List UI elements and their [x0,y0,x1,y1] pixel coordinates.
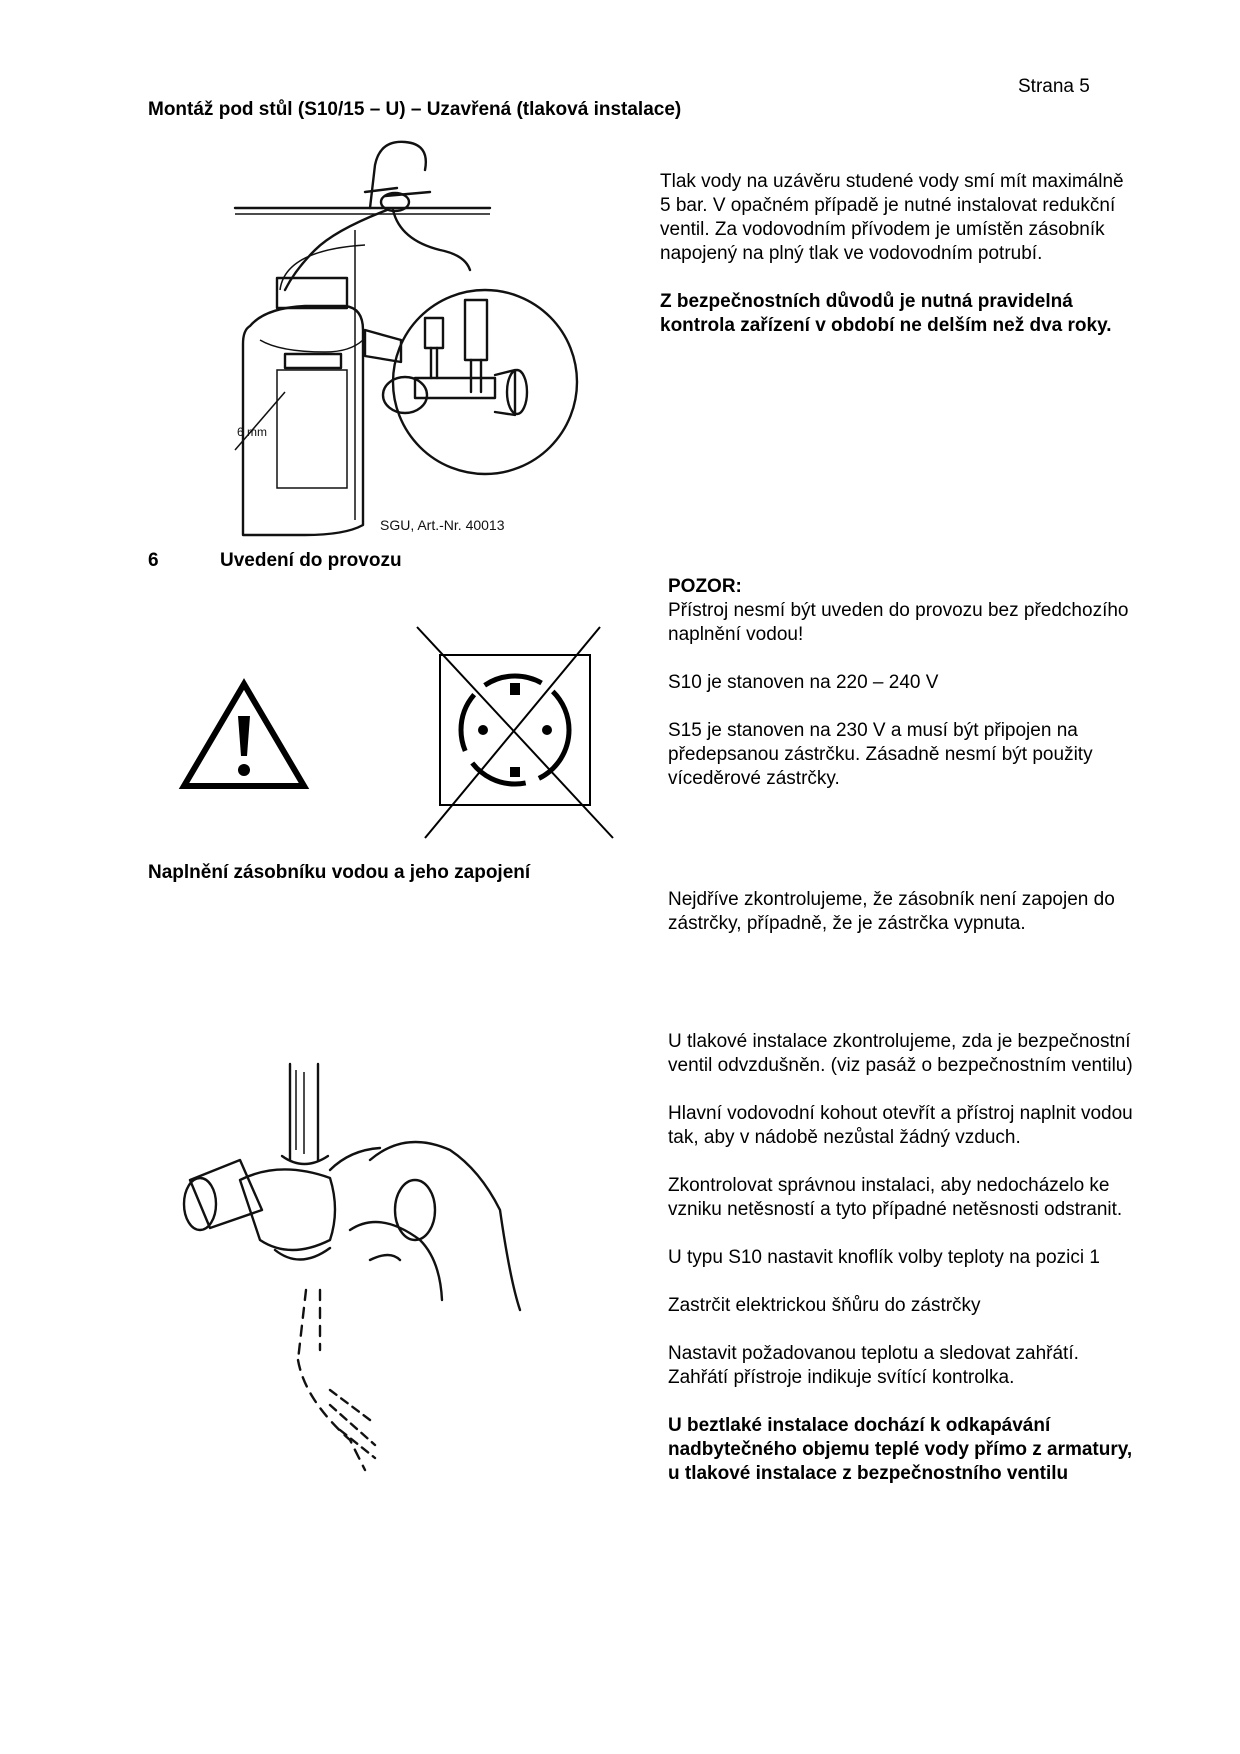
filling-intro: Nejdříve zkontrolujeme, že zásobník není zapojen do zástrčky, případně, že je zástrčka vypnuta. [668,889,1115,934]
section-title-operation: Uvedení do provozu [220,550,402,571]
warning-line: Přístroj nesmí být uveden do provozu bez předchozího naplnění vodou! [668,600,1129,645]
installation-drawing [225,130,585,540]
filling-final-note: U beztlaké instalace dochází k odkapávání nadbytečného objemu teplé vody přímo z armatury, u tlakové instalace z bezpečnostního ventilu [668,1415,1133,1484]
warning-triangle-icon [180,680,308,790]
warning-title: POZOR: [668,576,742,597]
mount-paragraph: Tlak vody na uzávěru studené vody smí mít maximálně 5 bar. V opačném případě je nutné instalovat redukční ventil. Za vodovodním přívodem je umístěn zásobník napojený na plný tlak ve vodovodním potrubí. [660,171,1124,264]
section-title-filling: Naplnění zásobníku vodou a jeho zapojení [148,862,531,883]
warning-line: S10 je stanoven na 220 – 240 V [668,672,939,693]
crossed-socket-icon [415,625,615,840]
dimension-label: 6 mm [237,425,267,439]
filling-step: U typu S10 nastavit knoflík volby teploty na pozici 1 [668,1247,1100,1268]
section-number: 6 [148,550,159,571]
faucet-hand-drawing [180,1060,530,1480]
filling-step: U tlakové instalace zkontrolujeme, zda je bezpečnostní ventil odvzdušněn. (viz pasáž o bezpečnostním ventilu) [668,1031,1133,1076]
article-label: SGU, Art.-Nr. 40013 [380,517,505,533]
filling-step: Hlavní vodovodní kohout otevřít a přístroj naplnit vodou tak, aby v nádobě nezůstal žádný vzduch. [668,1103,1133,1148]
filling-step: Nastavit požadovanou teplotu a sledovat zahřátí. Zahřátí přístroje indikuje svítící kontrolka. [668,1343,1079,1388]
filling-step: Zastrčit elektrickou šňůru do zástrčky [668,1295,981,1316]
filling-step: Zkontrolovat správnou instalaci, aby nedocházelo ke vzniku netěsností a tyto případné netěsnosti odstranit. [668,1175,1123,1220]
mount-safety-note: Z bezpečnostních důvodů je nutná pravidelná kontrola zařízení v období ne delším než dva roky. [660,291,1112,336]
warning-line: S15 je stanoven na 230 V a musí být připojen na předepsanou zástrčku. Zásadně nesmí být použity víceděrové zástrčky. [668,720,1093,789]
page-number: Strana 5 [1018,76,1090,97]
section-title-mount: Montáž pod stůl (S10/15 – U) – Uzavřená (tlaková instalace) [148,99,682,120]
